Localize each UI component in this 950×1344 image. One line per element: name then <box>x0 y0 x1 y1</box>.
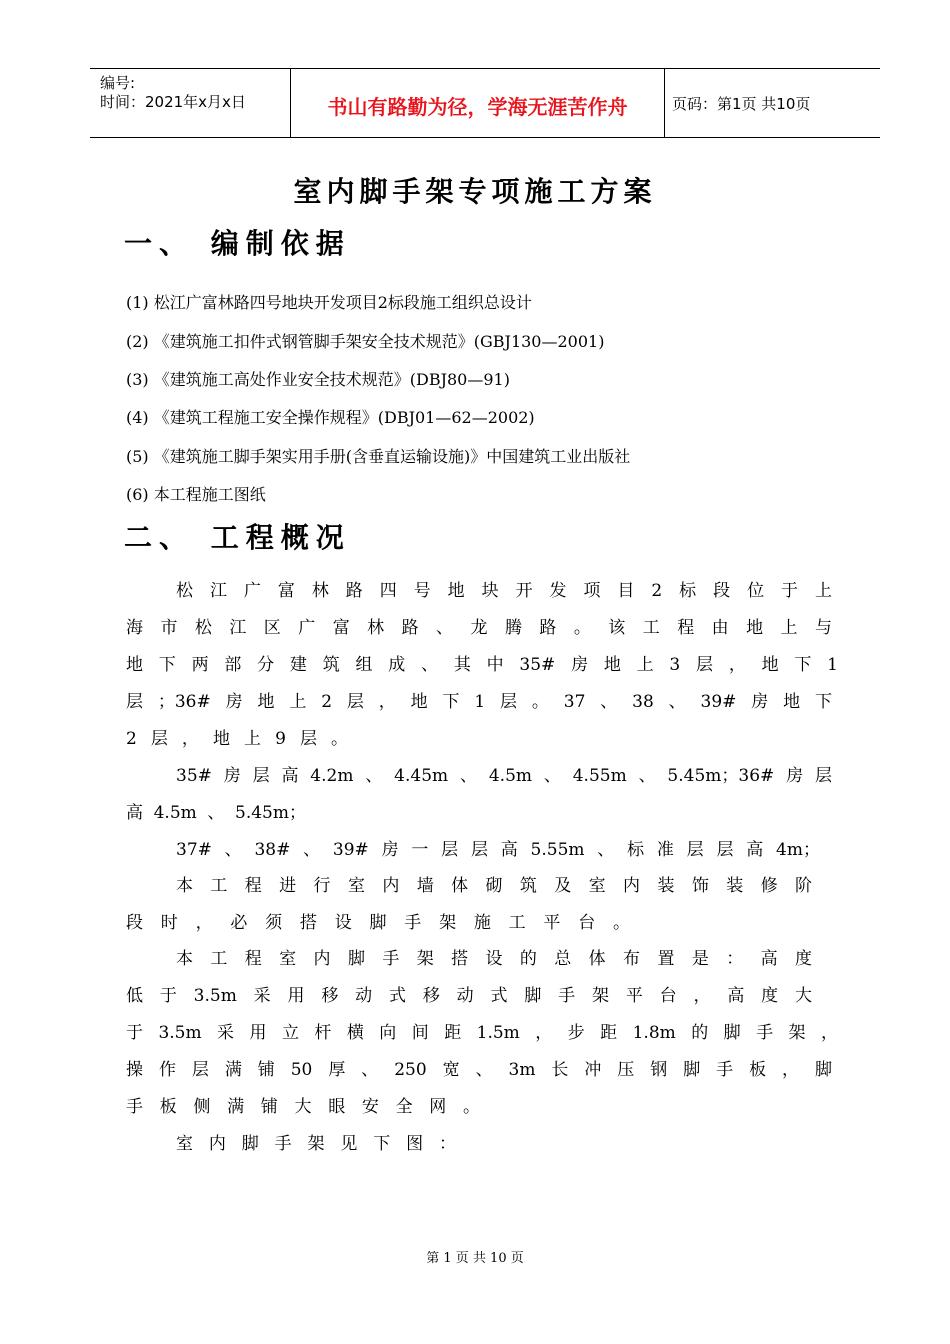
overview-text-line: 低于3.5m采用移动式移动式脚手架平台，高度大 <box>126 986 812 1006</box>
basis-list-item: (1) 松江广富林路四号地块开发项目2标段施工组织总设计 <box>126 293 532 312</box>
overview-text-line: 于3.5m采用立杆横向间距1.5m，步距1.8m的脚手架， <box>126 1023 838 1043</box>
overview-text-line: 37#、38#、39#房一层层高5.55m、标准层层高4m； <box>176 840 820 860</box>
header-motto: 书山有路勤为径，学海无涯苦作舟 <box>327 95 628 119</box>
page-header <box>90 68 880 138</box>
overview-text-line: 操作层满铺50厚、250宽、3m长冲压钢脚手板，脚 <box>126 1060 832 1080</box>
document-number-label: 编号: <box>100 74 136 92</box>
page-footer: 第 1 页 共 10 页 <box>426 1251 524 1266</box>
overview-text-line: 高4.5m、5.45m； <box>126 803 306 823</box>
header-page-number: 页码：第1页 共10页 <box>672 95 811 113</box>
document-time-label: 时间：2021年x月x日 <box>100 93 246 111</box>
basis-list-item: (2) 《建筑施工扣件式钢管脚手架安全技术规范》(GBJ130—2001) <box>126 332 605 351</box>
overview-text-line: 地下两部分建筑组成、其中35#房地上3层，地下1 <box>126 655 838 675</box>
overview-text-line: 海市松江区广富林路、龙腾路。该工程由地上与 <box>126 618 832 638</box>
overview-text-line: 室内脚手架见下图： <box>176 1134 456 1154</box>
section-heading-overview: 二、 工程概况 <box>124 521 351 554</box>
basis-list-item: (6) 本工程施工图纸 <box>126 485 266 504</box>
basis-list-item: (5) 《建筑施工脚手架实用手册(含垂直运输设施)》中国建筑工业出版社 <box>126 447 631 466</box>
header-motto-cell <box>290 69 665 137</box>
overview-text-line: 段时，必须搭设脚手架施工平台。 <box>126 913 630 933</box>
overview-text-line: 手板侧满铺大眼安全网。 <box>126 1097 480 1117</box>
overview-text-line: 层；36#房地上2层，地下1层。37、38、39#房地下 <box>126 692 832 712</box>
basis-list-item: (4) 《建筑工程施工安全操作规程》(DBJ01—62—2002) <box>126 408 535 427</box>
basis-list-item: (3) 《建筑施工高处作业安全技术规范》(DBJ80—91) <box>126 370 510 389</box>
overview-text-line: 本工程进行室内墙体砌筑及室内装饰装修阶 <box>176 876 812 896</box>
document-title: 室内脚手架专项施工方案 <box>293 175 657 208</box>
header-meta-cell <box>90 69 290 137</box>
overview-text-line: 2层，地上9层。 <box>126 729 348 749</box>
overview-text-line: 松江广富林路四号地块开发项目2标段位于上 <box>176 581 832 601</box>
header-page-cell <box>664 69 880 137</box>
section-heading-basis: 一、 编制依据 <box>124 227 351 260</box>
overview-text-line: 本工程室内脚手架搭设的总体布置是：高度 <box>176 949 812 969</box>
overview-text-line: 35#房层高4.2m、4.45m、4.5m、4.55m、5.45m；36#房层 <box>176 766 832 786</box>
